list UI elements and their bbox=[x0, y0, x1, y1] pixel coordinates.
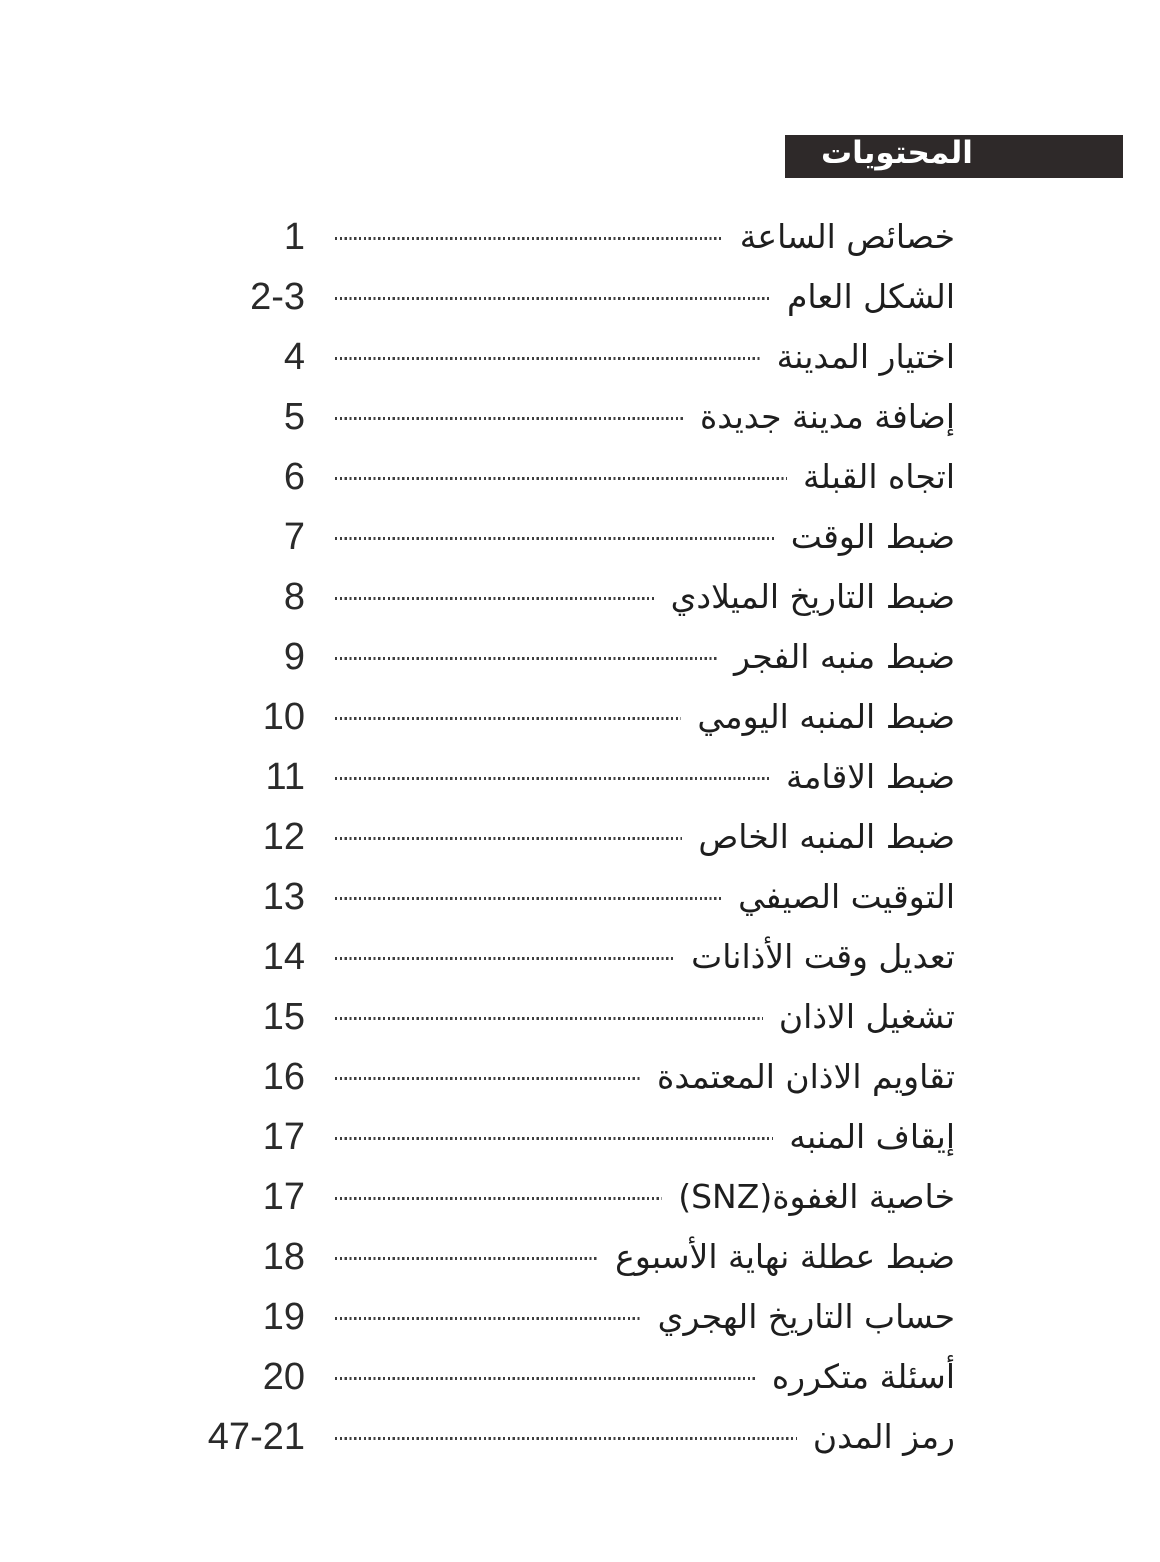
toc-row bbox=[195, 807, 955, 867]
dotted-leader bbox=[335, 1137, 773, 1140]
toc-item-page-number: 1 bbox=[283, 216, 305, 258]
toc-item-page-number: 17 bbox=[262, 1176, 305, 1218]
toc-item-page-number: 11 bbox=[265, 756, 305, 798]
dotted-leader bbox=[335, 717, 681, 720]
toc-item-title: اختيار المدينة bbox=[776, 337, 955, 377]
toc-item-title: ضبط منبه الفجر bbox=[734, 637, 955, 677]
toc-list bbox=[195, 207, 955, 1467]
toc-row bbox=[195, 1047, 955, 1107]
toc-item-title: اتجاه القبلة bbox=[803, 457, 955, 497]
dotted-leader bbox=[335, 1377, 756, 1380]
toc-row bbox=[195, 1407, 955, 1467]
toc-row bbox=[195, 507, 955, 567]
toc-row bbox=[195, 687, 955, 747]
contents-header-bar bbox=[785, 135, 1123, 178]
dotted-leader bbox=[335, 597, 655, 600]
toc-item-page-number: 19 bbox=[262, 1296, 305, 1338]
toc-item-page-number: 12 bbox=[262, 816, 305, 858]
dotted-leader bbox=[335, 297, 771, 300]
toc-item-title: ضبط التاريخ الميلادي bbox=[670, 577, 955, 617]
toc-item-title: رمز المدن bbox=[812, 1417, 955, 1457]
dotted-leader bbox=[335, 837, 682, 840]
toc-item-title: خاصية الغفوة(SNZ) bbox=[678, 1177, 955, 1217]
toc-row bbox=[195, 1347, 955, 1407]
toc-item-page-number: 13 bbox=[262, 876, 305, 918]
toc-item-page-number: 8 bbox=[283, 576, 305, 618]
toc-row bbox=[195, 567, 955, 627]
toc-item-title: تعديل وقت الأذانات bbox=[691, 937, 955, 977]
dotted-leader bbox=[335, 957, 675, 960]
dotted-leader bbox=[335, 1437, 797, 1440]
toc-item-title: ضبط الوقت bbox=[790, 517, 955, 557]
toc-item-page-number: 47-21 bbox=[207, 1416, 305, 1458]
toc-item-title: حساب التاريخ الهجري bbox=[657, 1297, 955, 1337]
toc-item-title: ضبط الاقامة bbox=[786, 757, 955, 797]
dotted-leader bbox=[335, 1017, 763, 1020]
toc-row bbox=[195, 447, 955, 507]
toc-item-title: تشغيل الاذان bbox=[778, 997, 955, 1037]
toc-item-title: إضافة مدينة جديدة bbox=[699, 397, 955, 437]
toc-item-page-number: 14 bbox=[262, 936, 305, 978]
toc-item-title: التوقيت الصيفي bbox=[738, 877, 955, 917]
toc-item-title: الشكل العام bbox=[787, 277, 955, 317]
toc-item-page-number: 5 bbox=[283, 396, 305, 438]
toc-item-page-number: 6 bbox=[283, 456, 305, 498]
dotted-leader bbox=[335, 1257, 599, 1260]
dotted-leader bbox=[335, 357, 761, 360]
toc-row bbox=[195, 207, 955, 267]
dotted-leader bbox=[335, 537, 775, 540]
toc-item-title: خصائص الساعة bbox=[739, 217, 955, 257]
dotted-leader bbox=[335, 1317, 642, 1320]
toc-item-page-number: 16 bbox=[262, 1056, 305, 1098]
toc-row bbox=[195, 627, 955, 687]
toc-item-title: ضبط المنبه اليومي bbox=[697, 697, 955, 737]
dotted-leader bbox=[335, 897, 722, 900]
toc-item-title: ضبط عطلة نهاية الأسبوع bbox=[615, 1237, 955, 1277]
toc-item-page-number: 18 bbox=[262, 1236, 305, 1278]
toc-item-title: ضبط المنبه الخاص bbox=[698, 817, 955, 857]
toc-item-page-number: 9 bbox=[283, 636, 305, 678]
toc-item-page-number: 10 bbox=[262, 696, 305, 738]
toc-item-page-number: 15 bbox=[262, 996, 305, 1038]
dotted-leader bbox=[335, 777, 770, 780]
dotted-leader bbox=[335, 657, 718, 660]
toc-row bbox=[195, 1107, 955, 1167]
dotted-leader bbox=[335, 1077, 641, 1080]
dotted-leader bbox=[335, 237, 724, 240]
toc-row bbox=[195, 1227, 955, 1287]
toc-row bbox=[195, 1167, 955, 1227]
toc-item-page-number: 4 bbox=[283, 336, 305, 378]
toc-row bbox=[195, 267, 955, 327]
contents-title: المحتويات bbox=[821, 135, 973, 171]
toc-row bbox=[195, 1287, 955, 1347]
toc-item-page-number: 20 bbox=[262, 1356, 305, 1398]
dotted-leader bbox=[335, 417, 684, 420]
toc-item-page-number: 2-3 bbox=[250, 276, 305, 318]
toc-row bbox=[195, 927, 955, 987]
toc-item-title: إيقاف المنبه bbox=[789, 1117, 955, 1157]
dotted-leader bbox=[335, 1197, 662, 1200]
toc-row bbox=[195, 987, 955, 1047]
toc-item-page-number: 7 bbox=[283, 516, 305, 558]
toc-item-page-number: 17 bbox=[262, 1116, 305, 1158]
toc-row bbox=[195, 327, 955, 387]
dotted-leader bbox=[335, 477, 787, 480]
toc-item-title: أسئلة متكرره bbox=[771, 1357, 955, 1397]
toc-row bbox=[195, 867, 955, 927]
toc-item-title: تقاويم الاذان المعتمدة bbox=[657, 1057, 955, 1097]
toc-row bbox=[195, 747, 955, 807]
toc-row bbox=[195, 387, 955, 447]
